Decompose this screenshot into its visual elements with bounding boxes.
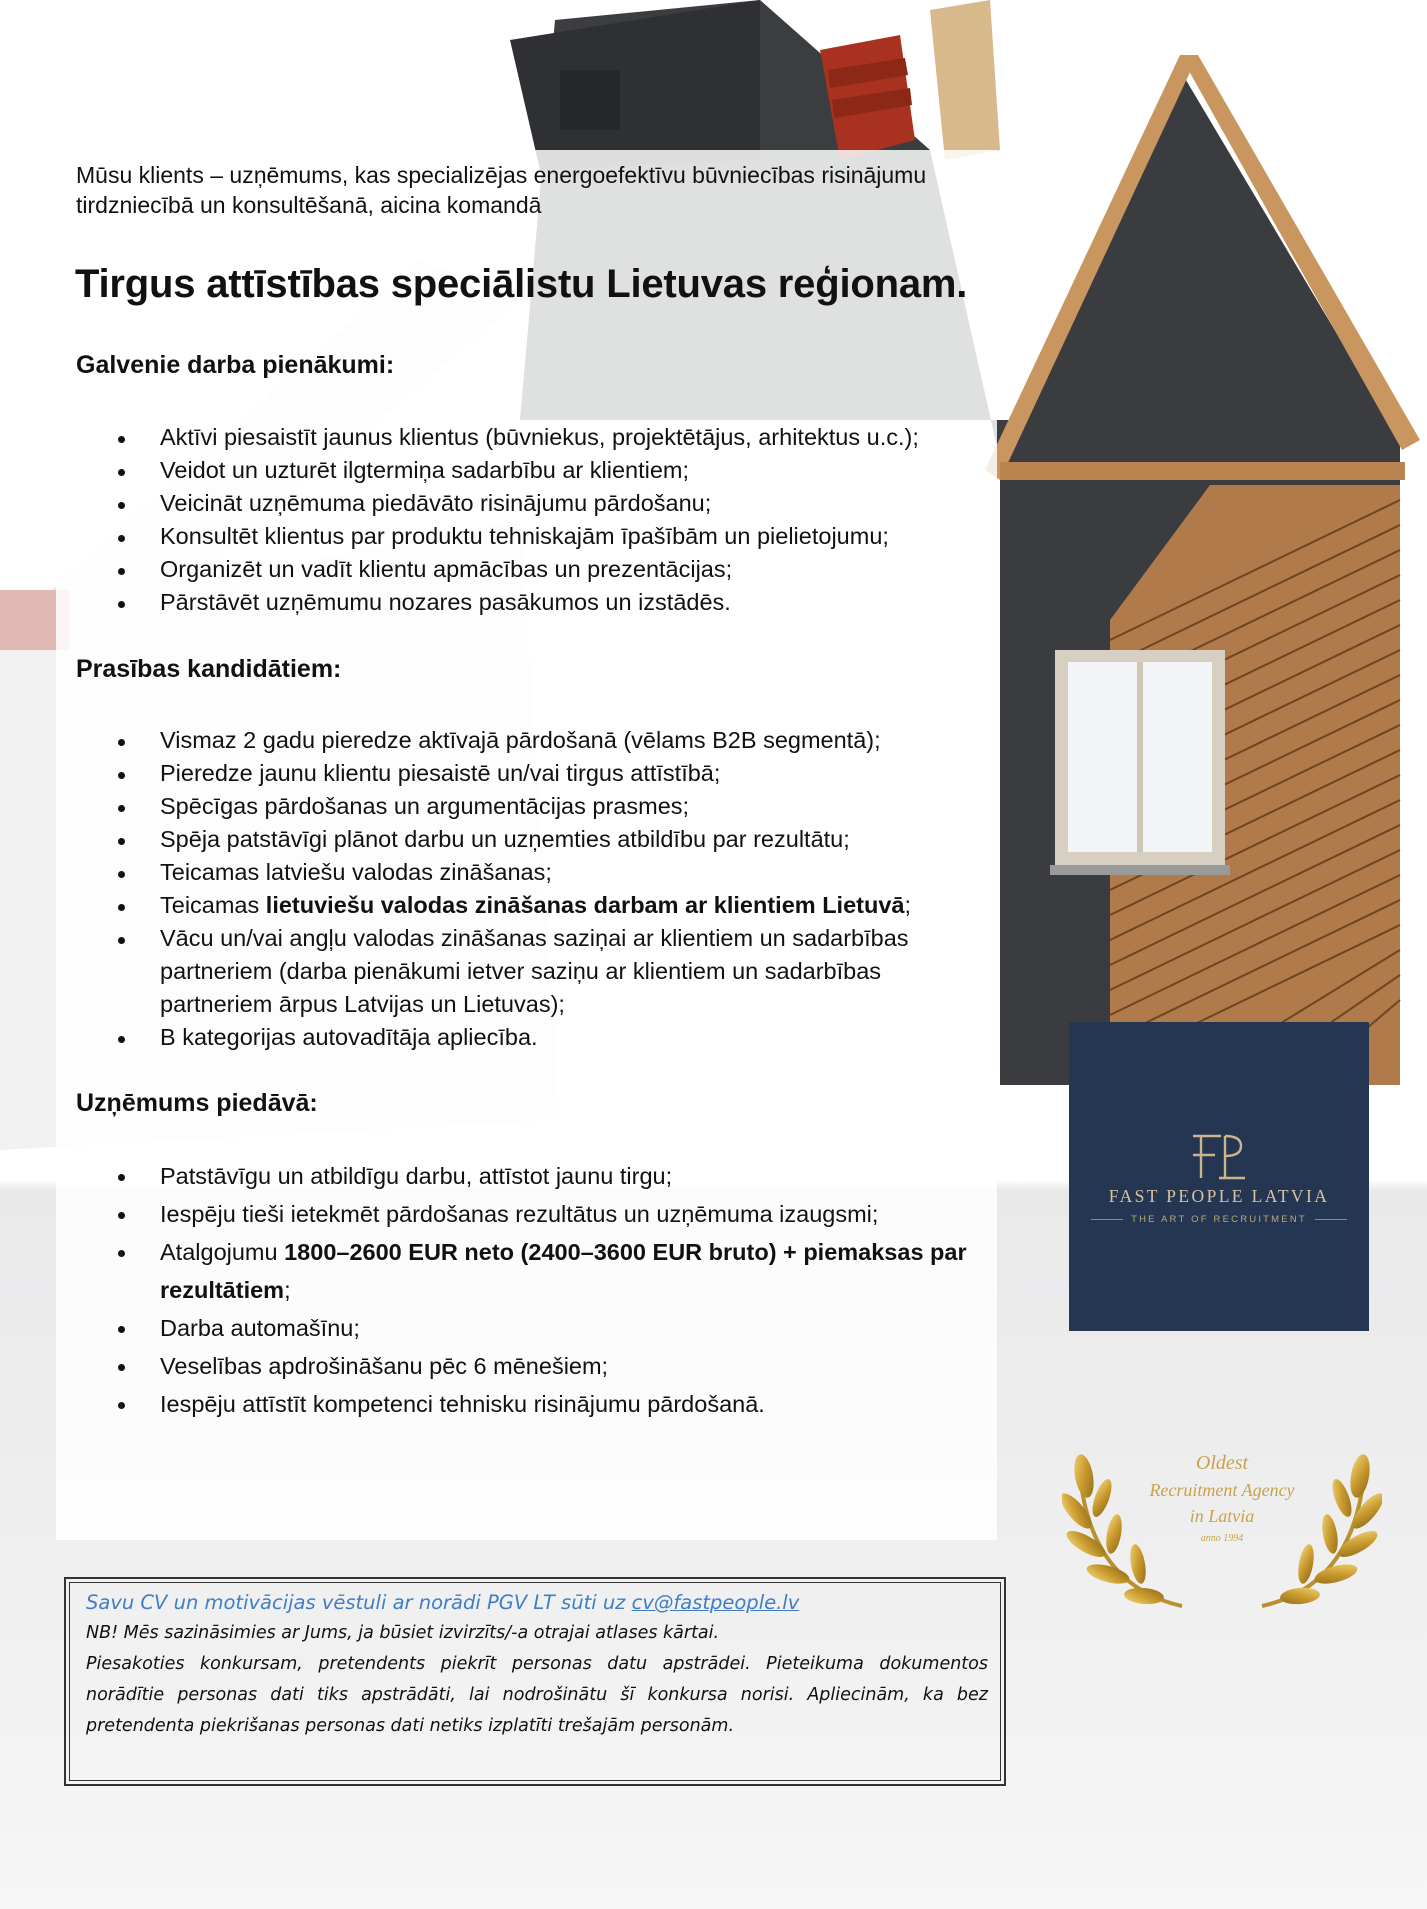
list-item: Vismaz 2 gadu pieredze aktīvajā pārdošanā (vēlams B2B segmentā); [110, 724, 990, 757]
list-item: Konsultēt klientus par produktu tehniskajām īpašībām un pielietojumu; [110, 520, 990, 553]
logo-name: FAST PEOPLE LATVIA [1108, 1186, 1330, 1206]
list-item: Teicamas latviešu valodas zināšanas; [110, 856, 990, 889]
list-item: Iespēju attīstīt kompetenci tehnisku risinājumu pārdošanā. [110, 1385, 990, 1423]
list-item-language [110, 889, 990, 922]
offer-list [110, 1157, 990, 1423]
application-info-inner [69, 1582, 1001, 1781]
laurel-badge [1062, 1436, 1382, 1616]
salary-bold: 1800–2600 EUR neto (2400–3600 EUR bruto) + piemaksas par rezultātiem [160, 1239, 967, 1303]
requirements-list [110, 724, 990, 1054]
list-item: Spēja patstāvīgi plānot darbu un uzņemties atbildību par rezultātu; [110, 823, 990, 856]
divider [1091, 1219, 1123, 1220]
duties-list [110, 421, 990, 619]
salary-post: ; [284, 1277, 291, 1303]
duties-heading: Galvenie darba pienākumi: [76, 351, 395, 379]
salary-pre: Atalgojumu [160, 1239, 285, 1265]
divider [1315, 1219, 1347, 1220]
list-item: Pieredze jaunu klientu piesaistē un/vai tirgus attīstībā; [110, 757, 990, 790]
list-item: Iespēju tieši ietekmēt pārdošanas rezultātus un uzņēmuma izaugsmi; [110, 1195, 990, 1233]
badge-line-4: anno 1994 [1200, 1533, 1244, 1544]
badge-line-3: in Latvia [1189, 1506, 1255, 1526]
intro-text: Mūsu klients – uzņēmums, kas specializējas energoefektīvu būvniecības risinājumu tirdzniecībā un konsultēšanā, aicina komandā [76, 162, 927, 218]
badge-line-2: Recruitment Agency [1149, 1480, 1295, 1500]
logo-tagline-row [1091, 1214, 1347, 1225]
list-item: Vācu un/vai angļu valodas zināšanas saziņai ar klientiem un sadarbības partneriem (darba pienākumi ietver saziņu ar klientiem un sadarbības partneriem ārpus Latvijas un Lietuvas); [110, 922, 990, 1021]
language-pre: Teicamas [160, 892, 266, 918]
list-item-salary [110, 1233, 990, 1309]
logo-tagline: THE ART OF RECRUITMENT [1131, 1214, 1307, 1225]
list-item: Veicināt uzņēmuma piedāvāto risinājumu pārdošanu; [110, 487, 990, 520]
job-title: Tirgus attīstības speciālistu Lietuvas reģionam. [75, 262, 968, 306]
email-link[interactable]: cv@fastpeople.lv [631, 1591, 800, 1614]
list-item: B kategorijas autovadītāja apliecība. [110, 1021, 990, 1054]
apply-text: Savu CV un motivācijas vēstuli ar norādi PGV LT sūti uz [86, 1591, 632, 1614]
list-item: Veidot un uzturēt ilgtermiņa sadarbību ar klientiem; [110, 454, 990, 487]
language-post: ; [904, 892, 912, 918]
list-item: Veselības apdrošināšanu pēc 6 mēnešiem; [110, 1347, 990, 1385]
fpl-monogram-icon [1069, 1130, 1369, 1182]
list-item: Organizēt un vadīt klientu apmācības un prezentācijas; [110, 553, 990, 586]
offer-heading: Uzņēmums piedāvā: [76, 1089, 318, 1117]
apply-instructions [86, 1587, 988, 1618]
list-item: Aktīvi piesaistīt jaunus klientus (būvniekus, projektētājus, arhitektus u.c.); [110, 421, 990, 454]
company-logo [1069, 1022, 1369, 1331]
selection-note: NB! Mēs sazināsimies ar Jums, ja būsiet izvirzīts/-a otrajai atlases kārtai. [86, 1623, 720, 1643]
list-item: Spēcīgas pārdošanas un argumentācijas prasmes; [110, 790, 990, 823]
list-item: Darba automašīnu; [110, 1309, 990, 1347]
list-item: Patstāvīgu un atbildīgu darbu, attīstot jaunu tirgu; [110, 1157, 990, 1195]
badge-line-1: Oldest [1195, 1452, 1249, 1474]
application-info-box [64, 1577, 1006, 1786]
requirements-heading: Prasības kandidātiem: [76, 655, 342, 683]
list-item: Pārstāvēt uzņēmumu nozares pasākumos un izstādēs. [110, 586, 990, 619]
language-bold: lietuviešu valodas zināšanas darbam ar klientiem Lietuvā [265, 892, 905, 918]
privacy-statement: Piesakoties konkursam, pretendents piekrīt personas datu apstrādei. Pieteikuma dokumentos norādītie personas dati tiks apstrādāti, lai nodrošinātu šī konkursa norisi. Apliecinām, ka bez pretendenta piekrišanas personas dati netiks izplatīti trešajām personām. [86, 1654, 988, 1736]
